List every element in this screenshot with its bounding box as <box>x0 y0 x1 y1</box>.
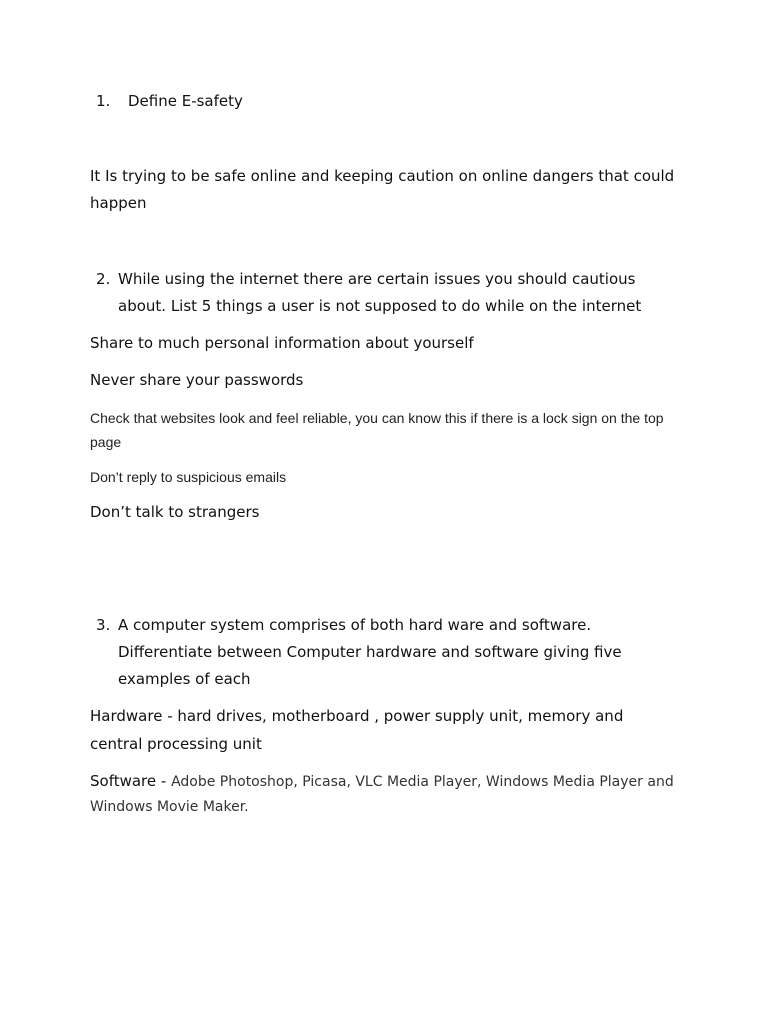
q2-question-line-2: about. List 5 things a user is not supposed to do while on the internet <box>118 297 642 315</box>
q3-question-line-2: Differentiate between Computer hardware and software giving five <box>118 643 622 661</box>
q2-answer-4: Don’t reply to suspicious emails <box>90 469 287 485</box>
q2-answer-3-line-1: Check that websites look and feel reliable, you can know this if there is a lock sign on the top <box>90 410 664 426</box>
q3-software-label: Software - <box>90 772 172 790</box>
q3-software-examples-2: Windows Movie Maker. <box>90 799 249 815</box>
q2-answer-2: Never share your passwords <box>90 371 304 389</box>
q1-answer-line-1: It Is trying to be safe online and keeping caution on online dangers that could <box>90 167 675 185</box>
q2-answer-1: Share to much personal information about yourself <box>90 334 474 352</box>
q1-question: Define E-safety <box>128 92 243 110</box>
q2-answer-5: Don’t talk to strangers <box>90 503 260 521</box>
q3-software-line-1 <box>90 768 690 796</box>
q3-hardware-line-2: central processing unit <box>90 735 262 753</box>
q1-number: 1. <box>96 92 111 110</box>
q2-answer-3-line-2: page <box>90 434 122 450</box>
q2-number: 2. <box>96 270 111 288</box>
q3-hardware-line-1: Hardware - hard drives, motherboard , power supply unit, memory and <box>90 707 624 725</box>
q2-question-line-1: While using the internet there are certain issues you should cautious <box>118 270 636 288</box>
q1-answer-line-2: happen <box>90 194 147 212</box>
q3-software-line-2 <box>90 793 690 821</box>
q3-question-line-3: examples of each <box>118 670 251 688</box>
q3-software-examples-1: Adobe Photoshop, Picasa, VLC Media Player, Windows Media Player and <box>171 774 674 790</box>
q3-number: 3. <box>96 616 111 634</box>
q3-question-line-1: A computer system comprises of both hard ware and software. <box>118 616 592 634</box>
